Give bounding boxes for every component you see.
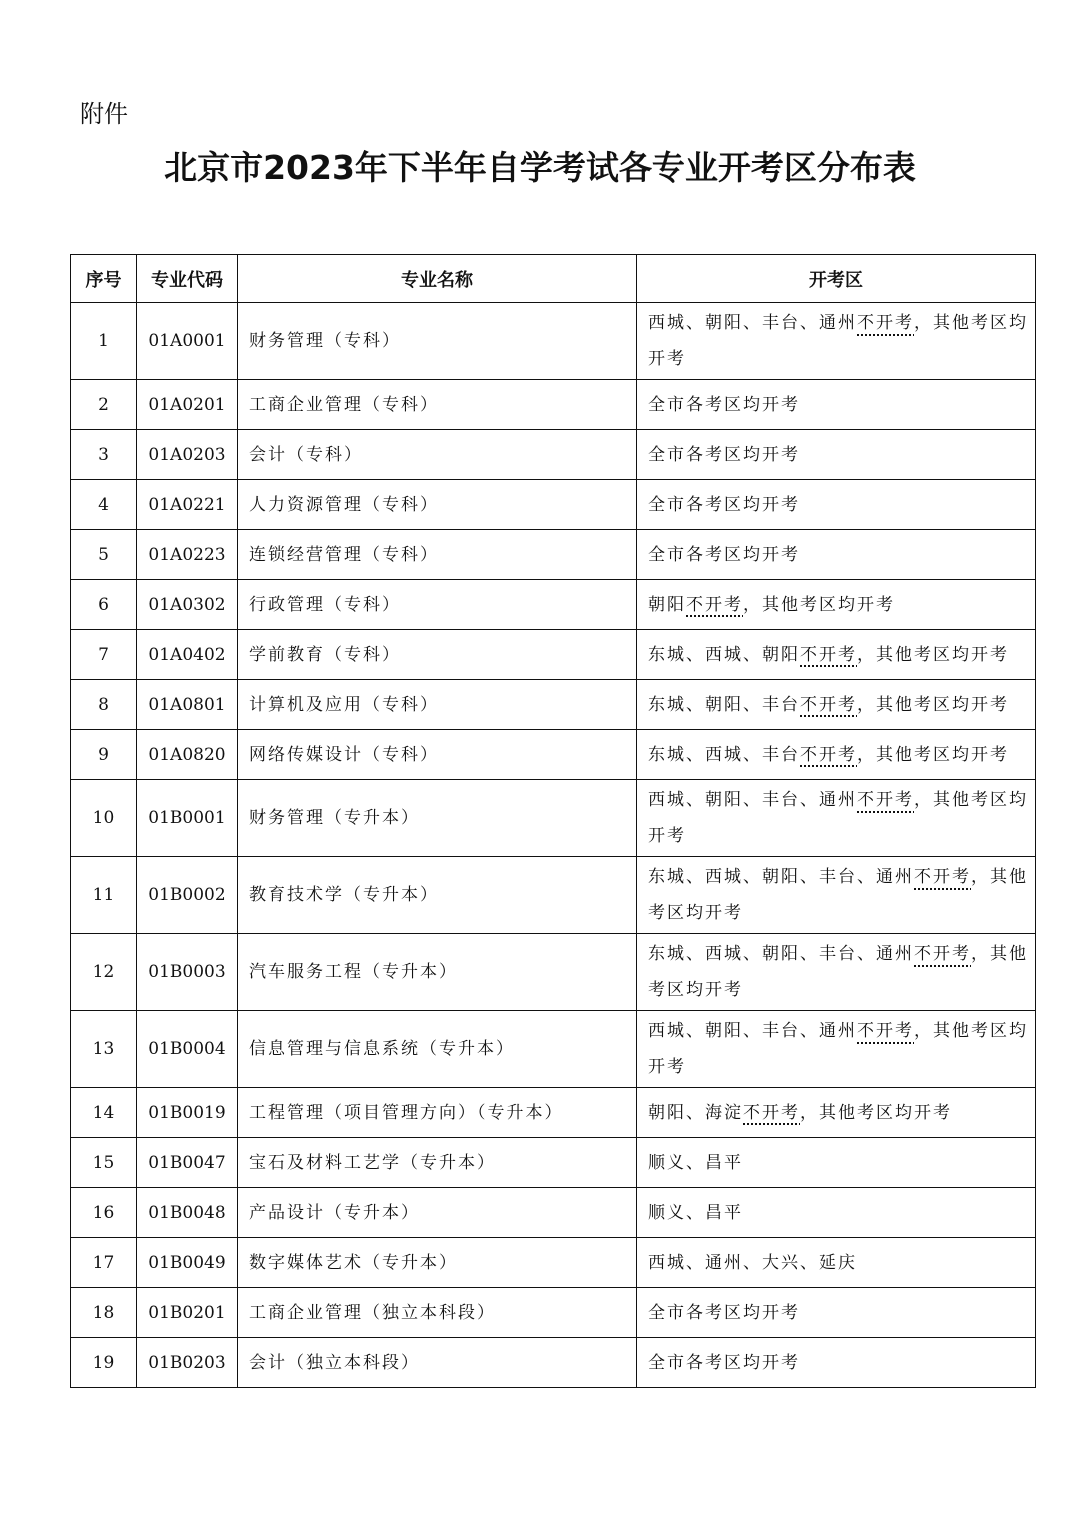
row-code: 01B0047 bbox=[137, 1138, 238, 1188]
row-major-name: 数字媒体艺术（专升本） bbox=[238, 1238, 637, 1288]
area-text: 东城、朝阳、丰台 bbox=[648, 694, 800, 715]
row-code: 01A0402 bbox=[137, 630, 238, 680]
area-text: 西城、朝阳、丰台、通州 bbox=[648, 1021, 857, 1041]
table-row bbox=[71, 430, 1036, 480]
area-text-rest: ，其他考区均开考 bbox=[648, 790, 1028, 846]
row-major-name: 计算机及应用（专科） bbox=[238, 680, 637, 730]
row-seq: 14 bbox=[71, 1088, 137, 1138]
row-code: 01B0049 bbox=[137, 1238, 238, 1288]
row-code: 01B0001 bbox=[137, 780, 238, 857]
row-exam-area bbox=[637, 630, 1036, 680]
row-major-name: 工商企业管理（独立本科段） bbox=[238, 1288, 637, 1338]
row-code: 01B0004 bbox=[137, 1011, 238, 1088]
row-major-name: 行政管理（专科） bbox=[238, 580, 637, 630]
area-text: 东城、西城、丰台 bbox=[648, 744, 800, 765]
row-code: 01A0801 bbox=[137, 680, 238, 730]
row-seq: 17 bbox=[71, 1238, 137, 1288]
row-seq: 19 bbox=[71, 1338, 137, 1388]
not-open-mark: 不开考 bbox=[914, 944, 971, 964]
row-major-name: 汽车服务工程（专升本） bbox=[238, 934, 637, 1011]
row-seq: 1 bbox=[71, 303, 137, 380]
area-text: 顺义、昌平 bbox=[648, 1152, 743, 1173]
row-exam-area bbox=[637, 1088, 1036, 1138]
area-text: 朝阳 bbox=[648, 594, 686, 615]
row-seq: 5 bbox=[71, 530, 137, 580]
area-text-rest: ，其他考区均开考 bbox=[857, 694, 1009, 715]
row-exam-area bbox=[637, 934, 1036, 1011]
row-exam-area bbox=[637, 1238, 1036, 1288]
area-text: 西城、朝阳、丰台、通州 bbox=[648, 313, 857, 333]
table-header-row bbox=[71, 255, 1036, 303]
table-row bbox=[71, 730, 1036, 780]
row-major-name: 网络传媒设计（专科） bbox=[238, 730, 637, 780]
row-exam-area bbox=[637, 430, 1036, 480]
table-row bbox=[71, 680, 1036, 730]
row-seq: 12 bbox=[71, 934, 137, 1011]
area-text-rest: ，其他考区均开考 bbox=[648, 1021, 1028, 1077]
table-row bbox=[71, 857, 1036, 934]
table-row bbox=[71, 480, 1036, 530]
row-code: 01A0302 bbox=[137, 580, 238, 630]
row-exam-area bbox=[637, 1011, 1036, 1088]
table-row bbox=[71, 1088, 1036, 1138]
table-row bbox=[71, 303, 1036, 380]
area-text: 东城、西城、朝阳 bbox=[648, 644, 800, 665]
row-seq: 3 bbox=[71, 430, 137, 480]
annex-label: 附件 bbox=[80, 100, 128, 128]
area-text: 东城、西城、朝阳、丰台、通州 bbox=[648, 944, 914, 964]
row-seq: 18 bbox=[71, 1288, 137, 1338]
area-text-rest: ，其他考区均开考 bbox=[857, 744, 1009, 765]
table-row bbox=[71, 934, 1036, 1011]
not-open-mark: 不开考 bbox=[800, 744, 857, 765]
area-text-rest: ，其他考区均开考 bbox=[800, 1102, 952, 1123]
table-row bbox=[71, 630, 1036, 680]
row-code: 01B0019 bbox=[137, 1088, 238, 1138]
area-text: 朝阳、海淀 bbox=[648, 1102, 743, 1123]
row-major-name: 会计（专科） bbox=[238, 430, 637, 480]
row-exam-area bbox=[637, 380, 1036, 430]
row-seq: 13 bbox=[71, 1011, 137, 1088]
not-open-mark: 不开考 bbox=[857, 313, 914, 333]
row-major-name: 工商企业管理（专科） bbox=[238, 380, 637, 430]
row-major-name: 教育技术学（专升本） bbox=[238, 857, 637, 934]
area-text-rest: ，其他考区均开考 bbox=[648, 867, 1028, 923]
row-exam-area bbox=[637, 780, 1036, 857]
table-body bbox=[71, 303, 1036, 1388]
row-exam-area bbox=[637, 480, 1036, 530]
table-row bbox=[71, 780, 1036, 857]
row-major-name: 人力资源管理（专科） bbox=[238, 480, 637, 530]
row-exam-area bbox=[637, 730, 1036, 780]
row-exam-area bbox=[637, 1338, 1036, 1388]
row-major-name: 会计（独立本科段） bbox=[238, 1338, 637, 1388]
area-text: 全市各考区均开考 bbox=[648, 394, 800, 415]
row-seq: 10 bbox=[71, 780, 137, 857]
row-major-name: 连锁经营管理（专科） bbox=[238, 530, 637, 580]
page-title: 北京市2023年下半年自学考试各专业开考区分布表 bbox=[164, 148, 916, 187]
table-row bbox=[71, 380, 1036, 430]
area-text: 西城、朝阳、丰台、通州 bbox=[648, 790, 857, 810]
row-exam-area bbox=[637, 303, 1036, 380]
area-text-rest: ，其他考区均开考 bbox=[648, 313, 1028, 369]
row-seq: 7 bbox=[71, 630, 137, 680]
row-seq: 9 bbox=[71, 730, 137, 780]
row-major-name: 工程管理（项目管理方向）（专升本） bbox=[238, 1088, 637, 1138]
row-major-name: 产品设计（专升本） bbox=[238, 1188, 637, 1238]
row-exam-area bbox=[637, 530, 1036, 580]
not-open-mark: 不开考 bbox=[800, 694, 857, 715]
row-code: 01B0048 bbox=[137, 1188, 238, 1238]
area-text: 顺义、昌平 bbox=[648, 1202, 743, 1223]
area-text: 西城、通州、大兴、延庆 bbox=[648, 1252, 857, 1273]
table-row bbox=[71, 1138, 1036, 1188]
table-row bbox=[71, 1288, 1036, 1338]
area-text: 全市各考区均开考 bbox=[648, 1302, 800, 1323]
row-code: 01B0203 bbox=[137, 1338, 238, 1388]
exam-area-table bbox=[70, 254, 1036, 1388]
area-text: 全市各考区均开考 bbox=[648, 1352, 800, 1373]
not-open-mark: 不开考 bbox=[857, 790, 914, 810]
table-row bbox=[71, 1011, 1036, 1088]
row-exam-area bbox=[637, 1138, 1036, 1188]
row-major-name: 学前教育（专科） bbox=[238, 630, 637, 680]
row-seq: 6 bbox=[71, 580, 137, 630]
not-open-mark: 不开考 bbox=[743, 1102, 800, 1123]
row-code: 01A0221 bbox=[137, 480, 238, 530]
table-row bbox=[71, 1238, 1036, 1288]
not-open-mark: 不开考 bbox=[800, 644, 857, 665]
area-text: 东城、西城、朝阳、丰台、通州 bbox=[648, 867, 914, 887]
header-major-name: 专业名称 bbox=[238, 255, 637, 303]
row-code: 01A0820 bbox=[137, 730, 238, 780]
not-open-mark: 不开考 bbox=[686, 594, 743, 615]
table-row bbox=[71, 1188, 1036, 1238]
row-seq: 2 bbox=[71, 380, 137, 430]
row-code: 01A0203 bbox=[137, 430, 238, 480]
header-exam-area: 开考区 bbox=[637, 255, 1036, 303]
area-text: 全市各考区均开考 bbox=[648, 444, 800, 465]
row-seq: 8 bbox=[71, 680, 137, 730]
row-seq: 15 bbox=[71, 1138, 137, 1188]
row-code: 01B0003 bbox=[137, 934, 238, 1011]
row-seq: 16 bbox=[71, 1188, 137, 1238]
row-exam-area bbox=[637, 857, 1036, 934]
area-text-rest: ，其他考区均开考 bbox=[648, 944, 1028, 1000]
row-major-name: 宝石及材料工艺学（专升本） bbox=[238, 1138, 637, 1188]
table-row bbox=[71, 530, 1036, 580]
row-code: 01A0201 bbox=[137, 380, 238, 430]
row-code: 01B0201 bbox=[137, 1288, 238, 1338]
header-code: 专业代码 bbox=[137, 255, 238, 303]
table-row bbox=[71, 580, 1036, 630]
area-text: 全市各考区均开考 bbox=[648, 494, 800, 515]
row-code: 01A0223 bbox=[137, 530, 238, 580]
row-seq: 4 bbox=[71, 480, 137, 530]
area-text-rest: ，其他考区均开考 bbox=[743, 594, 895, 615]
not-open-mark: 不开考 bbox=[857, 1021, 914, 1041]
not-open-mark: 不开考 bbox=[914, 867, 971, 887]
row-major-name: 信息管理与信息系统（专升本） bbox=[238, 1011, 637, 1088]
row-seq: 11 bbox=[71, 857, 137, 934]
area-text-rest: ，其他考区均开考 bbox=[857, 644, 1009, 665]
row-major-name: 财务管理（专科） bbox=[238, 303, 637, 380]
row-exam-area bbox=[637, 680, 1036, 730]
area-text: 全市各考区均开考 bbox=[648, 544, 800, 565]
row-exam-area bbox=[637, 580, 1036, 630]
row-code: 01A0001 bbox=[137, 303, 238, 380]
row-exam-area bbox=[637, 1288, 1036, 1338]
row-major-name: 财务管理（专升本） bbox=[238, 780, 637, 857]
row-exam-area bbox=[637, 1188, 1036, 1238]
row-code: 01B0002 bbox=[137, 857, 238, 934]
table-row bbox=[71, 1338, 1036, 1388]
header-seq: 序号 bbox=[71, 255, 137, 303]
